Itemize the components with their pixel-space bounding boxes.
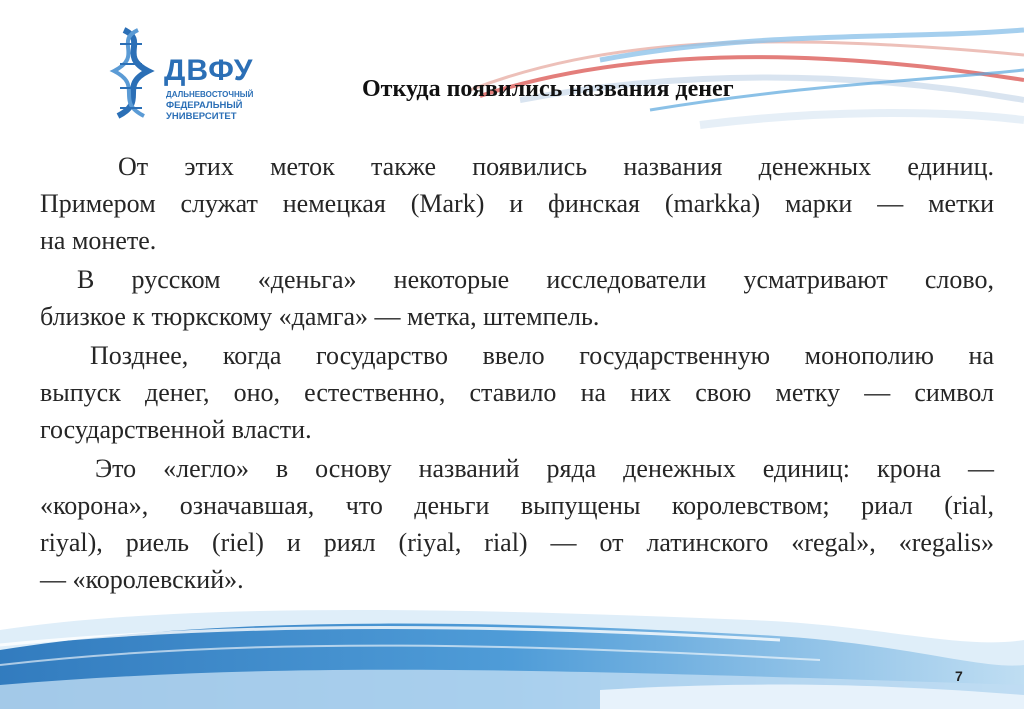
- text-line: близкое к тюркскому «дамга» — метка, штемпель.: [40, 302, 600, 331]
- slide-title: Откуда появились названия денег: [362, 76, 734, 102]
- text-line: «корона», означавшая, что деньги выпущены королевством; риал (rial,: [40, 491, 994, 520]
- logo-line-3: УНИВЕРСИТЕТ: [166, 111, 237, 122]
- text-line: выпуск денег, оно, естественно, ставило на них свою метку — символ: [40, 378, 994, 407]
- paragraph-4: [40, 450, 994, 598]
- text-line: В русском «деньга» некоторые исследователи усматривают слово,: [77, 265, 994, 294]
- paragraph-3: [40, 337, 994, 448]
- helix-logo-icon: [108, 26, 164, 122]
- bottom-wave-decoration: [0, 590, 1024, 709]
- logo-abbreviation: ДВФУ: [164, 54, 254, 87]
- page-number: 7: [955, 668, 963, 684]
- university-logo: [108, 26, 278, 122]
- logo-line-2: ФЕДЕРАЛЬНЫЙ: [166, 100, 243, 111]
- text-line: государственной власти.: [40, 415, 312, 444]
- logo-line-1: ДАЛЬНЕВОСТОЧНЫЙ: [166, 90, 254, 99]
- text-line: riyal), риель (riel) и риял (riyal, rial) — от латинского «regal», «regalis»: [40, 528, 994, 557]
- text-line: От этих меток также появились названия денежных единиц.: [118, 152, 994, 181]
- text-line: Позднее, когда государство ввело государственную монополию на: [90, 341, 994, 370]
- text-line: Примером служат немецкая (Mark) и финская (markka) марки — метки: [40, 189, 994, 218]
- text-line: на монете.: [40, 226, 157, 255]
- paragraph-2: [40, 261, 994, 335]
- text-line: Это «легло» в основу названий ряда денежных единиц: крона —: [95, 454, 994, 483]
- slide-body: [40, 148, 994, 600]
- paragraph-1: [40, 148, 994, 259]
- text-line: — «королевский».: [40, 565, 244, 594]
